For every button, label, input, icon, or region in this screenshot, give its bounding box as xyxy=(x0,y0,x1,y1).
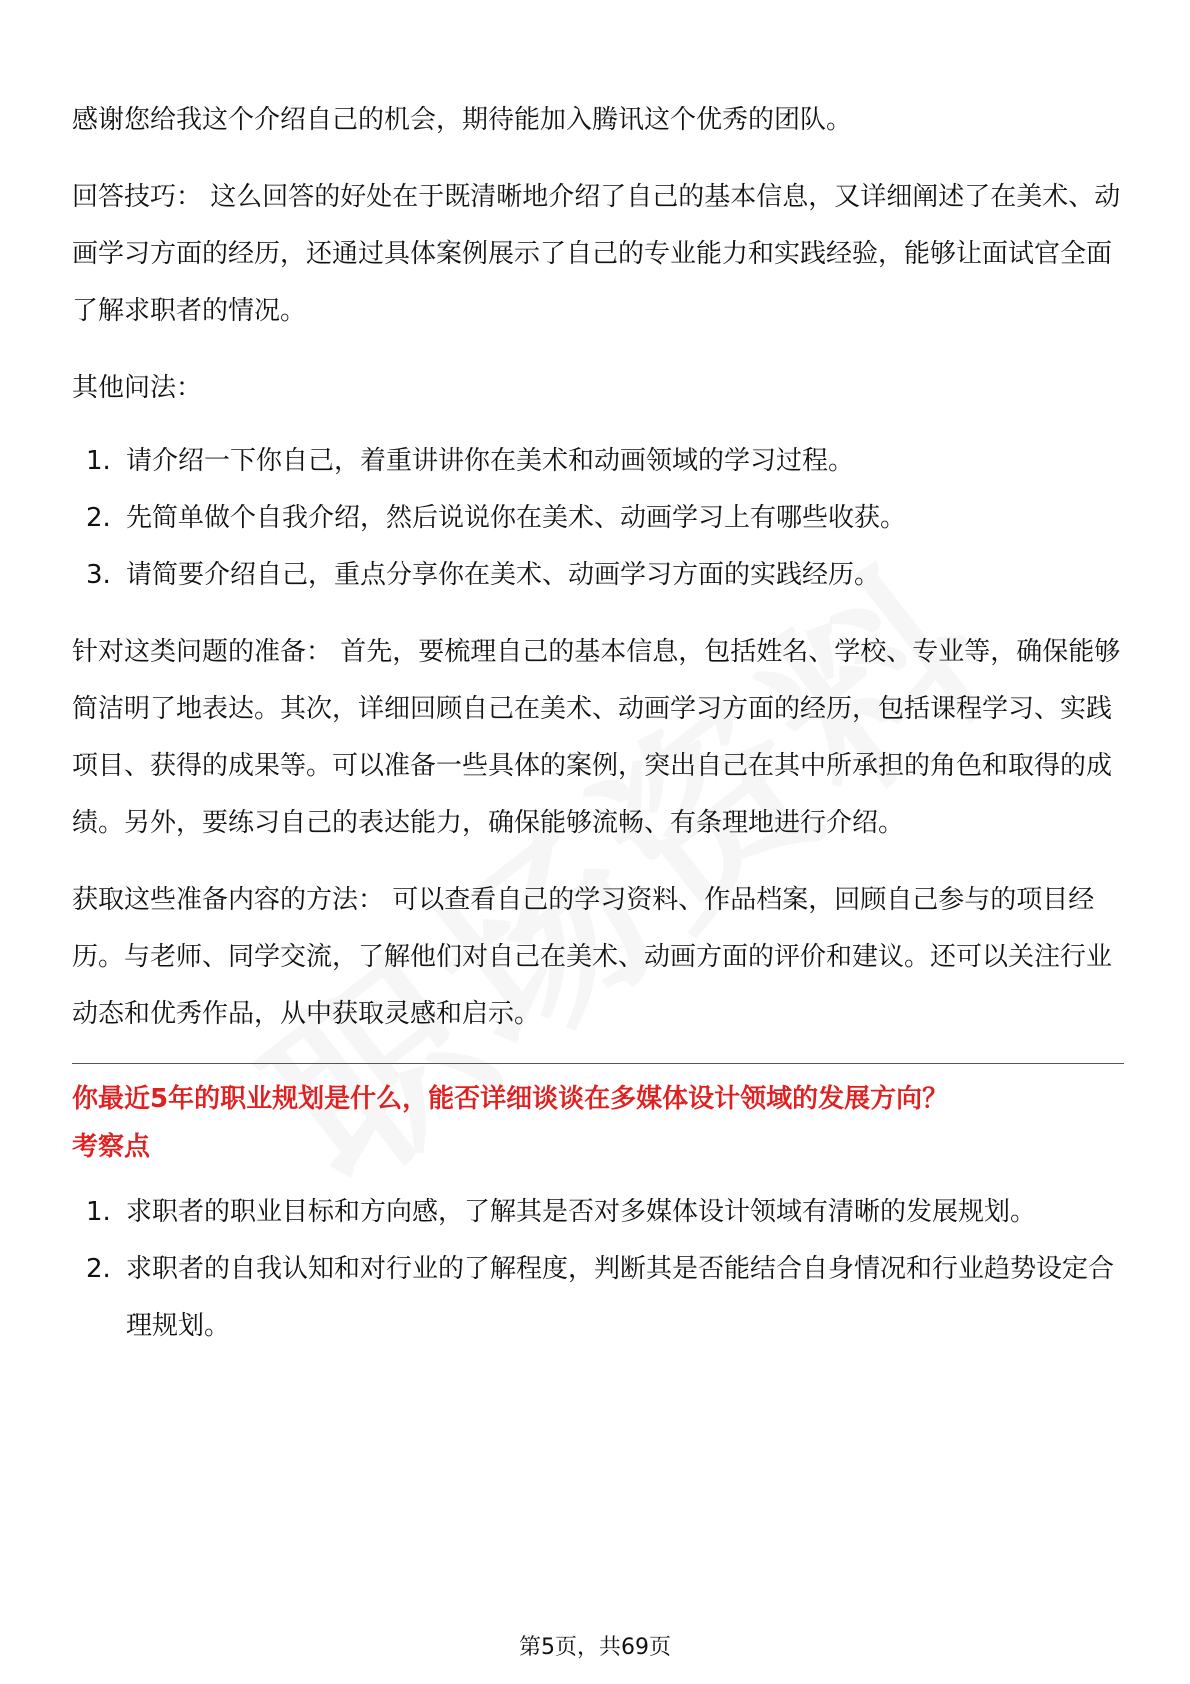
preparation-paragraph: 针对这类问题的准备： 首先，要梳理自己的基本信息，包括姓名、学校、专业等，确保能够简洁明了地表达。其次，详细回顾自己在美术、动画学习方面的经历，包括课程学习、实践项目、获得的成果等。可以准备一些具体的案例，突出自己在其中所承担的角色和取得的成绩。另外，要练习自己的表达能力，确保能够流畅、有条理地进行介绍。 xyxy=(72,637,1121,838)
list-item xyxy=(72,433,1124,490)
section-divider xyxy=(72,1063,1124,1064)
list-item-text: 求职者的职业目标和方向感，了解其是否对多媒体设计领域有清晰的发展规划。 xyxy=(126,1197,1037,1227)
answer-tip-paragraph: 回答技巧： 这么回答的好处在于既清晰地介绍了自己的基本信息，又详细阐述了在美术、动画学习方面的经历，还通过具体案例展示了自己的专业能力和实践经验，能够让面试官全面了解求职者的情况。 xyxy=(72,182,1121,326)
list-item xyxy=(72,490,1124,547)
assessment-points-heading: 考察点 xyxy=(72,1132,151,1162)
other-questions-list xyxy=(72,433,1124,604)
list-item-number: 1. xyxy=(86,1197,111,1227)
method-paragraph: 获取这些准备内容的方法： 可以查看自己的学习资料、作品档案，回顾自己参与的项目经历。与老师、同学交流，了解他们对自己在美术、动画方面的评价和建议。还可以关注行业动态和优秀作品，从中获取灵感和启示。 xyxy=(72,885,1113,1029)
question-title: 你最近5年的职业规划是什么，能否详细谈谈在多媒体设计领域的发展方向？ xyxy=(72,1084,949,1114)
list-item-text: 先简单做个自我介绍，然后说说你在美术、动画学习上有哪些收获。 xyxy=(126,503,907,533)
list-item xyxy=(72,1241,1124,1355)
list-item-number: 1. xyxy=(86,446,111,476)
list-item xyxy=(72,547,1124,604)
other-questions-label: 其他问法： xyxy=(72,373,203,403)
list-item-text: 求职者的自我认知和对行业的了解程度，判断其是否能结合自身情况和行业趋势设定合理规划。 xyxy=(126,1254,1115,1341)
assessment-points-list xyxy=(72,1184,1124,1355)
intro-closing-paragraph: 感谢您给我这个介绍自己的机会，期待能加入腾讯这个优秀的团队。 xyxy=(72,105,853,135)
list-item-text: 请简要介绍自己，重点分享你在美术、动画学习方面的实践经历。 xyxy=(126,560,881,590)
list-item-text: 请介绍一下你自己，着重讲讲你在美术和动画领域的学习过程。 xyxy=(126,446,855,476)
list-item-number: 3. xyxy=(86,560,111,590)
page-number-footer: 第5页，共69页 xyxy=(519,1635,671,1660)
list-item-number: 2. xyxy=(86,1254,111,1284)
list-item xyxy=(72,1184,1124,1241)
list-item-number: 2. xyxy=(86,503,111,533)
page-content xyxy=(72,92,1124,1375)
